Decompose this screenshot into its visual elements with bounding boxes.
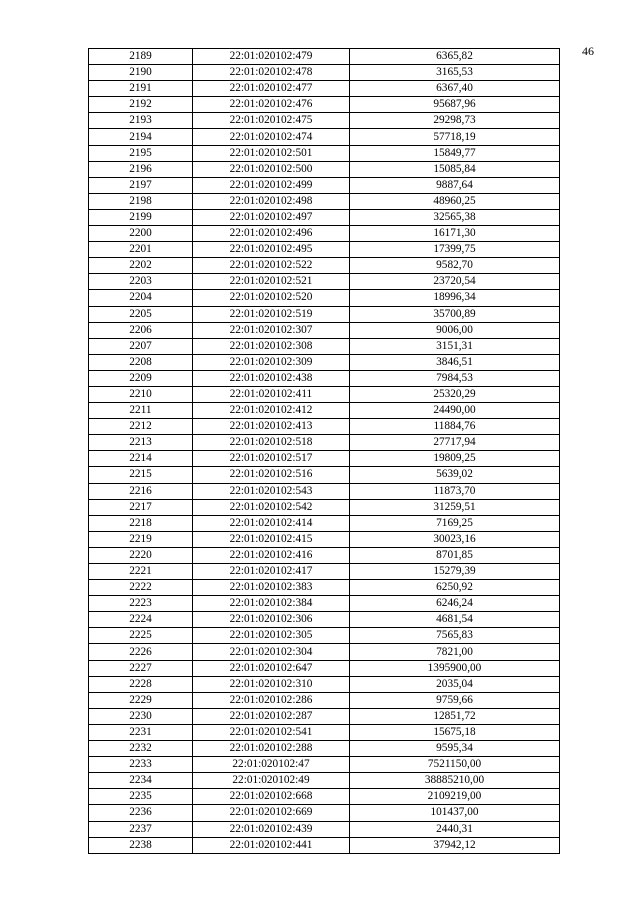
cadastral-number-cell: 22:01:020102:414 [193, 515, 350, 531]
table-row [89, 757, 560, 773]
cadastral-number-cell: 22:01:020102:308 [193, 338, 350, 354]
row-number-cell: 2222 [89, 580, 193, 596]
row-number-cell: 2194 [89, 129, 193, 145]
cadastral-number-cell: 22:01:020102:543 [193, 483, 350, 499]
table-row [89, 242, 560, 258]
table-row [89, 209, 560, 225]
table-row [89, 386, 560, 402]
table-row [89, 419, 560, 435]
cadastral-number-cell: 22:01:020102:497 [193, 209, 350, 225]
row-number-cell: 2198 [89, 193, 193, 209]
value-cell: 16171,30 [350, 226, 560, 242]
cadastral-number-cell: 22:01:020102:479 [193, 49, 350, 65]
row-number-cell: 2191 [89, 81, 193, 97]
value-cell: 24490,00 [350, 403, 560, 419]
cadastral-number-cell: 22:01:020102:415 [193, 531, 350, 547]
row-number-cell: 2224 [89, 612, 193, 628]
value-cell: 15085,84 [350, 161, 560, 177]
cadastral-number-cell: 22:01:020102:541 [193, 724, 350, 740]
value-cell: 15849,77 [350, 145, 560, 161]
value-cell: 19809,25 [350, 451, 560, 467]
row-number-cell: 2238 [89, 837, 193, 853]
row-number-cell: 2236 [89, 805, 193, 821]
value-cell: 7821,00 [350, 644, 560, 660]
cadastral-number-cell: 22:01:020102:516 [193, 467, 350, 483]
cadastral-number-cell: 22:01:020102:519 [193, 306, 350, 322]
value-cell: 6365,82 [350, 49, 560, 65]
table-row [89, 547, 560, 563]
value-cell: 38885210,00 [350, 773, 560, 789]
row-number-cell: 2206 [89, 322, 193, 338]
row-number-cell: 2216 [89, 483, 193, 499]
table-row [89, 724, 560, 740]
row-number-cell: 2200 [89, 226, 193, 242]
cadastral-number-cell: 22:01:020102:439 [193, 821, 350, 837]
row-number-cell: 2228 [89, 676, 193, 692]
value-cell: 9582,70 [350, 258, 560, 274]
value-cell: 7565,83 [350, 628, 560, 644]
table-row [89, 403, 560, 419]
row-number-cell: 2231 [89, 724, 193, 740]
value-cell: 7984,53 [350, 370, 560, 386]
cadastral-number-cell: 22:01:020102:384 [193, 596, 350, 612]
table-row [89, 161, 560, 177]
table-row [89, 274, 560, 290]
row-number-cell: 2227 [89, 660, 193, 676]
row-number-cell: 2233 [89, 757, 193, 773]
value-cell: 6246,24 [350, 596, 560, 612]
row-number-cell: 2221 [89, 564, 193, 580]
value-cell: 9595,34 [350, 741, 560, 757]
cadastral-number-cell: 22:01:020102:521 [193, 274, 350, 290]
cadastral-number-cell: 22:01:020102:441 [193, 837, 350, 853]
table-row [89, 113, 560, 129]
row-number-cell: 2189 [89, 49, 193, 65]
row-number-cell: 2226 [89, 644, 193, 660]
table-row [89, 81, 560, 97]
cadastral-number-cell: 22:01:020102:474 [193, 129, 350, 145]
value-cell: 15675,18 [350, 724, 560, 740]
records-table [88, 48, 560, 854]
row-number-cell: 2201 [89, 242, 193, 258]
value-cell: 18996,34 [350, 290, 560, 306]
row-number-cell: 2202 [89, 258, 193, 274]
value-cell: 31259,51 [350, 499, 560, 515]
cadastral-number-cell: 22:01:020102:542 [193, 499, 350, 515]
row-number-cell: 2235 [89, 789, 193, 805]
cadastral-number-cell: 22:01:020102:518 [193, 435, 350, 451]
value-cell: 23720,54 [350, 274, 560, 290]
table-row [89, 370, 560, 386]
value-cell: 7169,25 [350, 515, 560, 531]
cadastral-number-cell: 22:01:020102:498 [193, 193, 350, 209]
cadastral-number-cell: 22:01:020102:411 [193, 386, 350, 402]
cadastral-number-cell: 22:01:020102:476 [193, 97, 350, 113]
table-row [89, 596, 560, 612]
value-cell: 95687,96 [350, 97, 560, 113]
table-row [89, 354, 560, 370]
cadastral-number-cell: 22:01:020102:305 [193, 628, 350, 644]
row-number-cell: 2205 [89, 306, 193, 322]
row-number-cell: 2211 [89, 403, 193, 419]
cadastral-number-cell: 22:01:020102:307 [193, 322, 350, 338]
cadastral-number-cell: 22:01:020102:499 [193, 177, 350, 193]
row-number-cell: 2223 [89, 596, 193, 612]
table-row [89, 564, 560, 580]
table-row [89, 435, 560, 451]
row-number-cell: 2208 [89, 354, 193, 370]
table-row [89, 258, 560, 274]
row-number-cell: 2229 [89, 692, 193, 708]
table-row [89, 451, 560, 467]
cadastral-number-cell: 22:01:020102:475 [193, 113, 350, 129]
row-number-cell: 2234 [89, 773, 193, 789]
row-number-cell: 2230 [89, 708, 193, 724]
cadastral-number-cell: 22:01:020102:310 [193, 676, 350, 692]
value-cell: 4681,54 [350, 612, 560, 628]
table-row [89, 789, 560, 805]
page-number: 46 [582, 44, 594, 58]
table-row [89, 515, 560, 531]
cadastral-number-cell: 22:01:020102:477 [193, 81, 350, 97]
table-row [89, 773, 560, 789]
table-row [89, 467, 560, 483]
row-number-cell: 2203 [89, 274, 193, 290]
row-number-cell: 2225 [89, 628, 193, 644]
table-row [89, 741, 560, 757]
table-row [89, 306, 560, 322]
value-cell: 11873,70 [350, 483, 560, 499]
cadastral-number-cell: 22:01:020102:668 [193, 789, 350, 805]
cadastral-number-cell: 22:01:020102:288 [193, 741, 350, 757]
value-cell: 29298,73 [350, 113, 560, 129]
value-cell: 32565,38 [350, 209, 560, 225]
table-row [89, 612, 560, 628]
value-cell: 2440,31 [350, 821, 560, 837]
value-cell: 6367,40 [350, 81, 560, 97]
cadastral-number-cell: 22:01:020102:383 [193, 580, 350, 596]
row-number-cell: 2213 [89, 435, 193, 451]
row-number-cell: 2220 [89, 547, 193, 563]
table-row [89, 65, 560, 81]
table-row [89, 322, 560, 338]
cadastral-number-cell: 22:01:020102:500 [193, 161, 350, 177]
table-row [89, 226, 560, 242]
cadastral-number-cell: 22:01:020102:286 [193, 692, 350, 708]
row-number-cell: 2193 [89, 113, 193, 129]
table-row [89, 290, 560, 306]
table-row [89, 193, 560, 209]
table-row [89, 644, 560, 660]
cadastral-number-cell: 22:01:020102:669 [193, 805, 350, 821]
table-row [89, 531, 560, 547]
row-number-cell: 2219 [89, 531, 193, 547]
table-row [89, 499, 560, 515]
value-cell: 3151,31 [350, 338, 560, 354]
cadastral-number-cell: 22:01:020102:478 [193, 65, 350, 81]
value-cell: 9887,64 [350, 177, 560, 193]
value-cell: 30023,16 [350, 531, 560, 547]
row-number-cell: 2195 [89, 145, 193, 161]
table-row [89, 177, 560, 193]
value-cell: 7521150,00 [350, 757, 560, 773]
value-cell: 11884,76 [350, 419, 560, 435]
value-cell: 101437,00 [350, 805, 560, 821]
row-number-cell: 2232 [89, 741, 193, 757]
cadastral-number-cell: 22:01:020102:416 [193, 547, 350, 563]
table-row [89, 483, 560, 499]
cadastral-number-cell: 22:01:020102:520 [193, 290, 350, 306]
row-number-cell: 2207 [89, 338, 193, 354]
table-row [89, 129, 560, 145]
row-number-cell: 2190 [89, 65, 193, 81]
value-cell: 6250,92 [350, 580, 560, 596]
row-number-cell: 2197 [89, 177, 193, 193]
row-number-cell: 2217 [89, 499, 193, 515]
table-row [89, 837, 560, 853]
cadastral-number-cell: 22:01:020102:413 [193, 419, 350, 435]
value-cell: 2035,04 [350, 676, 560, 692]
cadastral-number-cell: 22:01:020102:438 [193, 370, 350, 386]
cadastral-number-cell: 22:01:020102:496 [193, 226, 350, 242]
table-row [89, 49, 560, 65]
value-cell: 48960,25 [350, 193, 560, 209]
value-cell: 25320,29 [350, 386, 560, 402]
table-row [89, 628, 560, 644]
cadastral-number-cell: 22:01:020102:287 [193, 708, 350, 724]
table-row [89, 708, 560, 724]
cadastral-number-cell: 22:01:020102:412 [193, 403, 350, 419]
value-cell: 1395900,00 [350, 660, 560, 676]
table-row [89, 805, 560, 821]
row-number-cell: 2210 [89, 386, 193, 402]
table-row [89, 660, 560, 676]
table-row [89, 821, 560, 837]
cadastral-number-cell: 22:01:020102:647 [193, 660, 350, 676]
cadastral-number-cell: 22:01:020102:501 [193, 145, 350, 161]
row-number-cell: 2218 [89, 515, 193, 531]
row-number-cell: 2237 [89, 821, 193, 837]
row-number-cell: 2209 [89, 370, 193, 386]
value-cell: 35700,89 [350, 306, 560, 322]
value-cell: 9759,66 [350, 692, 560, 708]
value-cell: 9006,00 [350, 322, 560, 338]
cadastral-number-cell: 22:01:020102:304 [193, 644, 350, 660]
value-cell: 37942,12 [350, 837, 560, 853]
row-number-cell: 2204 [89, 290, 193, 306]
value-cell: 2109219,00 [350, 789, 560, 805]
value-cell: 3846,51 [350, 354, 560, 370]
value-cell: 3165,53 [350, 65, 560, 81]
row-number-cell: 2212 [89, 419, 193, 435]
cadastral-number-cell: 22:01:020102:495 [193, 242, 350, 258]
cadastral-number-cell: 22:01:020102:309 [193, 354, 350, 370]
value-cell: 5639,02 [350, 467, 560, 483]
table-row [89, 145, 560, 161]
value-cell: 8701,85 [350, 547, 560, 563]
row-number-cell: 2214 [89, 451, 193, 467]
row-number-cell: 2199 [89, 209, 193, 225]
value-cell: 57718,19 [350, 129, 560, 145]
table-row [89, 580, 560, 596]
value-cell: 15279,39 [350, 564, 560, 580]
table-row [89, 692, 560, 708]
value-cell: 12851,72 [350, 708, 560, 724]
table-row [89, 676, 560, 692]
cadastral-number-cell: 22:01:020102:417 [193, 564, 350, 580]
value-cell: 27717,94 [350, 435, 560, 451]
records-table-body [89, 49, 560, 854]
cadastral-number-cell: 22:01:020102:517 [193, 451, 350, 467]
table-row [89, 338, 560, 354]
cadastral-number-cell: 22:01:020102:49 [193, 773, 350, 789]
table-row [89, 97, 560, 113]
row-number-cell: 2215 [89, 467, 193, 483]
row-number-cell: 2192 [89, 97, 193, 113]
cadastral-number-cell: 22:01:020102:47 [193, 757, 350, 773]
cadastral-number-cell: 22:01:020102:306 [193, 612, 350, 628]
row-number-cell: 2196 [89, 161, 193, 177]
value-cell: 17399,75 [350, 242, 560, 258]
cadastral-number-cell: 22:01:020102:522 [193, 258, 350, 274]
